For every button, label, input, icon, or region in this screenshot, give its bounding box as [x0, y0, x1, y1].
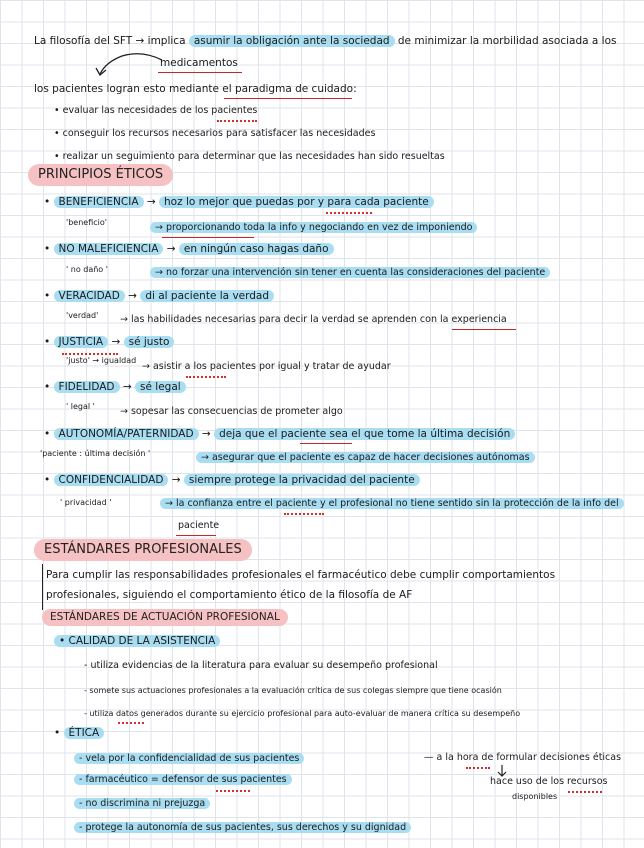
principle-name: BENEFICIENCIA — [54, 196, 144, 208]
etica-side-note-2 — [490, 775, 607, 789]
etica-heading: • ÉTICA — [54, 726, 104, 740]
principle-gloss: ' privacidad ' — [60, 498, 112, 507]
arrow: → — [122, 381, 132, 393]
dotted-underline — [568, 791, 602, 793]
section-title-principios: PRINCIPIOS ÉTICOS — [28, 164, 173, 186]
principle-sub: → asistir a los pacientes por igual y tratar de ayudar — [142, 361, 391, 372]
principle-definition: di al paciente la verdad — [140, 290, 274, 302]
principle-row: • FIDELIDAD → sé legal — [44, 380, 186, 394]
arrow: → — [146, 196, 156, 208]
arrow: → — [166, 243, 176, 255]
intro-rest: de minimizar la morbilidad asociada a los — [397, 35, 617, 47]
intro-bullet-2: • conseguir los recursos necesarios para satisfacer las necesidades — [54, 128, 376, 139]
etica-side-note-3: disponibles — [512, 792, 558, 801]
etica-side-text: hace uso de los recursos — [490, 776, 608, 787]
principle-name: VERACIDAD — [54, 290, 125, 302]
etica-item-text: - farmacéutico = defensor de sus pacientes — [74, 774, 292, 785]
principle-gloss: 'paciente : última decisión ' — [40, 449, 151, 458]
calidad-item-1: - utiliza evidencias de la literatura para evaluar su desempeño profesional — [84, 660, 438, 671]
principle-row: • CONFIDENCIALIDAD → siempre protege la privacidad del paciente — [44, 473, 420, 487]
etica-item-3 — [74, 797, 210, 811]
principle-row: • VERACIDAD → di al paciente la verdad — [44, 289, 274, 303]
etica-item-text: - protege la autonomía de sus pacientes, sus derechos y su dignidad — [74, 822, 411, 833]
principle-row: • AUTONOMÍA/PATERNIDAD → deja que el paciente sea el que tome la última decisión — [44, 427, 515, 441]
intro-highlight: asumir la obligación ante la sociedad — [189, 35, 395, 47]
arrow: → — [171, 474, 181, 486]
principle-sub: → las habilidades necesarias para decir la verdad se aprenden con la experiencia — [120, 314, 507, 325]
principle-name: FIDELIDAD — [54, 381, 120, 393]
principle-name: JUSTICIA — [54, 336, 109, 348]
intro-bullet-1: • evaluar las necesidades de los pacientes — [54, 105, 258, 116]
etica-item-1 — [74, 752, 304, 766]
dotted-underline — [466, 767, 490, 769]
underline — [300, 443, 352, 444]
etica-item-text: - vela por la confidencialidad de sus pacientes — [74, 753, 304, 764]
principle-definition: deja que el paciente sea el que tome la última decisión — [214, 428, 515, 440]
principle-sub-text: → no forzar una intervención sin tener en cuenta las consideraciones del paciente — [150, 267, 550, 278]
arrow: → — [128, 290, 137, 302]
principle-definition: siempre protege la privacidad del paciente — [184, 474, 420, 486]
principle-row: • JUSTICIA → sé justo — [44, 335, 174, 349]
etica-item-4 — [74, 821, 411, 835]
calidad-heading — [54, 634, 220, 648]
principle-name: AUTONOMÍA/PATERNIDAD — [54, 428, 199, 440]
underline — [162, 237, 254, 238]
principle-row: • NO MALEFICIENCIA → en ningún caso hagas daño — [44, 242, 334, 256]
dotted-underline — [326, 212, 372, 214]
principle-gloss: 'beneficio' — [66, 218, 107, 227]
calidad-item-2: - somete sus actuaciones profesionales a la evaluación crítica de sus colegas siempre que tiene ocasión — [84, 686, 502, 695]
intro-subject: La filosofía del SFT — [34, 35, 133, 47]
principle-sub — [150, 221, 477, 235]
bracket-line — [42, 564, 43, 610]
principle-name: NO MALEFICIENCIA — [54, 243, 164, 255]
intro-bullet-3: • realizar un seguimiento para determinar que las necesidades han sido resueltas — [54, 151, 445, 162]
principle-sub — [160, 497, 624, 511]
calidad-label: • CALIDAD DE LA ASISTENCIA — [54, 635, 220, 647]
intro-line-3: los pacientes logran esto mediante el paradigma de cuidado: — [34, 83, 357, 95]
underline — [176, 535, 216, 536]
dotted-underline — [186, 376, 226, 378]
underline — [224, 98, 352, 99]
intro-arrow: → implica — [135, 35, 186, 47]
curved-arrow-icon — [92, 46, 172, 80]
principle-name: CONFIDENCIALIDAD — [54, 474, 169, 486]
underline — [452, 329, 516, 330]
principle-gloss: ' legal ' — [66, 402, 95, 411]
principle-row: • BENEFICIENCIA → hoz lo mejor que puedas por y para cada paciente — [44, 195, 434, 209]
principle-gloss: 'verdad' — [66, 311, 99, 320]
estandares-paragraph-1: Para cumplir las responsabilidades profesionales el farmacéutico debe cumplir comportamientos — [46, 569, 556, 581]
principle-sub-text: → asegurar que el paciente es capaz de hacer decisiones autónomas — [196, 452, 535, 463]
dotted-underline — [284, 513, 324, 515]
principle-definition: hoz lo mejor que puedas por y para cada paciente — [159, 196, 434, 208]
principle-gloss: ' no daño ' — [66, 265, 108, 274]
principle-sub — [150, 266, 550, 280]
etica-item-2 — [74, 773, 292, 787]
principle-gloss: 'justo' → igualdad — [66, 356, 137, 365]
section-title-estandares: ESTÁNDARES PROFESIONALES — [34, 539, 252, 561]
intro-line-2: medicamentos — [160, 57, 238, 69]
principle-definition: sé legal — [135, 381, 186, 393]
principle-sub-cont: paciente — [178, 520, 220, 531]
etica-side-note-1: — a la hora de formular decisiones éticas — [424, 752, 622, 763]
principle-sub: → sopesar las consecuencias de prometer algo — [120, 406, 343, 417]
principle-sub-text: → la confianza entre el paciente y el profesional no tiene sentido sin la protección de la info del — [160, 498, 624, 509]
estandares-paragraph-2: profesionales, siguiendo el comportamiento ético de la filosofía de AF — [46, 589, 413, 601]
etica-label: ÉTICA — [64, 727, 105, 739]
subsection-title: ESTÁNDARES DE ACTUACIÓN PROFESIONAL — [42, 609, 288, 626]
etica-item-text: - no discrimina ni prejuzga — [74, 798, 210, 809]
calidad-item-3: - utiliza datos generados durante su ejercicio profesional para auto-evaluar de manera crítica su desempeño — [84, 709, 521, 718]
principle-sub-text: → proporcionando toda la info y negociando en vez de imponiendo — [150, 222, 477, 233]
principle-sub — [196, 451, 535, 465]
principle-definition: sé justo — [124, 336, 175, 348]
dotted-underline — [216, 790, 250, 792]
arrow: → — [111, 336, 121, 348]
principle-definition: en ningún caso hagas daño — [179, 243, 334, 255]
dotted-underline — [217, 120, 257, 122]
arrow: → — [201, 428, 211, 440]
dotted-underline — [118, 722, 144, 724]
